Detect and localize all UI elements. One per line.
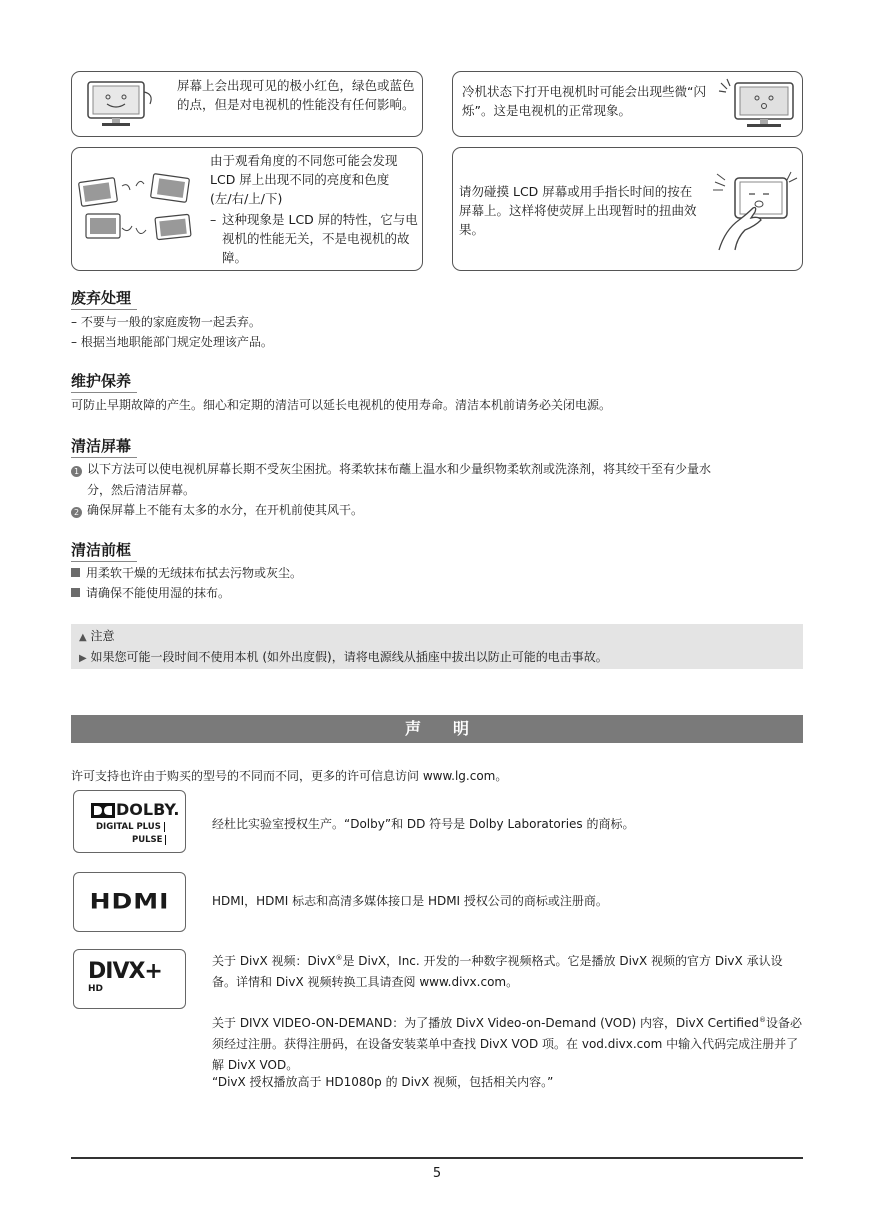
divx-paragraph-3: “DivX 授权播放高于 HD1080p 的 DivX 视频，包括相关内容。” (212, 1075, 554, 1089)
divx-logo-box (73, 949, 186, 1009)
tv-smile-illustration (82, 78, 160, 130)
frame-cleaning-underline (71, 561, 137, 562)
red-dots-box (71, 71, 423, 137)
registered-mark: ® (758, 1016, 766, 1024)
number-1-badge: 1 (71, 466, 82, 477)
flicker-box (452, 71, 803, 137)
frame-cleaning-heading: 清洁前框 (71, 541, 132, 559)
divx-paragraph-1 (212, 948, 802, 993)
screen-cleaning-item-2 (71, 500, 363, 520)
footer-rule (71, 1157, 803, 1159)
frame-cleaning-item-1 (71, 563, 302, 583)
divx-p2-b: 设备必须经过注册。获得注册码，在设备安装菜单中查找 DivX VOD 项。在 vod.divx.com 中输入代码完成注册并了解 DivX VOD。 (212, 1016, 802, 1072)
registered-mark: ® (335, 954, 343, 962)
dolby-license-text: 经杜比实验室授权生产。“Dolby”和 DD 符号是 Dolby Laboratories 的商标。 (212, 817, 635, 831)
statement-intro: 许可支持也许由于购买的型号的不同而不同，更多的许可信息访问 www.lg.com。 (71, 769, 508, 783)
arrow-right-icon: ▶ (79, 653, 87, 664)
frame-cleaning-item-1-text: 用柔软干燥的无绒抹布拭去污物或灰尘。 (86, 566, 303, 580)
disposal-item-1: – 不要与一般的家庭废物一起丢弃。 (71, 315, 261, 329)
viewing-angle-line1: 由于观看角度的不同您可能会发现 (210, 153, 398, 168)
number-2-badge: 2 (71, 507, 82, 518)
screen-cleaning-item-2-text: 确保屏幕上不能有太多的水分，在开机前使其风干。 (87, 503, 364, 517)
screen-cleaning-item-1 (71, 459, 711, 479)
dolby-logo-pulse: PULSE (132, 835, 166, 845)
disposal-underline (71, 309, 137, 310)
divx-logo: DIVX+ (88, 959, 162, 984)
viewing-angle-note: 这种现象是 LCD 屏的特性，它与电视机的性能无关，不是电视机的故障。 (222, 212, 418, 265)
divx-p2-a: 关于 DIVX VIDEO-ON-DEMAND：为了播放 DivX Video-on-Demand (VOD) 内容，DivX Certified (212, 1016, 759, 1030)
viewing-angle-line3: (左/右/上/下) (210, 191, 283, 206)
tv-angles-illustration (74, 172, 202, 248)
screen-cleaning-item-1-line1: 以下方法可以使电视机屏幕长期不受灰尘困扰。将柔软抹布蘸上温水和少量织物柔软剂或洗涤剂，将其绞干至有少量水 (87, 462, 712, 476)
divx-paragraph-2 (212, 1010, 802, 1076)
divx-p1-a: 关于 DivX 视频：DivX (212, 954, 336, 968)
viewing-angle-box (71, 147, 423, 271)
red-dots-text: 屏幕上会出现可见的极小红色，绿色或蓝色的点，但是对电视机的性能没有任何影响。 (177, 78, 415, 112)
dolby-logo-box (73, 790, 186, 853)
statement-title: 声 明 (404, 719, 469, 738)
hand-touch-tv-illustration (709, 164, 801, 254)
maintenance-text: 可防止早期故障的产生。细心和定期的清洁可以延长电视机的使用寿命。清洁本机前请务必关闭电源。 (71, 398, 612, 412)
disposal-item-2: – 根据当地职能部门规定处理该产品。 (71, 335, 273, 349)
viewing-angle-line2: LCD 屏上出现不同的亮度和色度 (210, 172, 390, 187)
dolby-logo-brand: DOLBY. (116, 800, 180, 819)
screen-cleaning-heading: 清洁屏幕 (71, 437, 132, 455)
dolby-double-d-icon (91, 803, 115, 818)
screen-cleaning-underline (71, 457, 137, 458)
tv-flicker-illustration (717, 77, 799, 131)
caution-title (79, 626, 115, 648)
caution-text: 如果您可能一段时间不使用本机 (如外出度假)，请将电源线从插座中拔出以防止可能的电击事故。 (90, 650, 608, 664)
frame-cleaning-item-2 (71, 583, 230, 603)
divx-p1-b: 是 DivX，Inc. 开发的一种数字视频格式。它是播放 DivX 视频的官方 DivX 承认设备。详情和 DivX 视频转换工具请查阅 www.divx.com。 (212, 954, 783, 989)
disposal-heading: 废弃处理 (71, 289, 132, 307)
viewing-angle-dash: – (210, 212, 217, 227)
square-bullet-icon (71, 588, 80, 597)
frame-cleaning-item-2-text: 请确保不能使用湿的抹布。 (86, 586, 231, 600)
maintenance-underline (71, 392, 137, 393)
flicker-text: 冷机状态下打开电视机时可能会出现些微“闪烁”。这是电视机的正常现象。 (462, 84, 706, 118)
hdmi-logo-box (73, 872, 186, 932)
divx-logo-hd: HD (88, 984, 104, 994)
touch-screen-text: 请勿碰摸 LCD 屏幕或用手指长时间的按在屏幕上。这样将使荧屏上出现暂时的扭曲效果。 (459, 184, 697, 237)
dolby-logo-digital-plus: DIGITAL PLUS (96, 822, 165, 832)
page-number: 5 (432, 1166, 442, 1181)
hdmi-logo: HDMI (89, 889, 170, 914)
hdmi-license-text: HDMI，HDMI 标志和高清多媒体接口是 HDMI 授权公司的商标或注册商。 (212, 894, 608, 908)
warning-icon: ▲ (79, 632, 87, 643)
caution-title-text: 注意 (90, 629, 115, 643)
maintenance-heading: 维护保养 (71, 372, 132, 390)
screen-cleaning-item-1-cont: 分，然后清洁屏幕。 (87, 483, 196, 497)
caution-item (79, 647, 608, 669)
touch-screen-box (452, 147, 803, 271)
square-bullet-icon (71, 568, 80, 577)
